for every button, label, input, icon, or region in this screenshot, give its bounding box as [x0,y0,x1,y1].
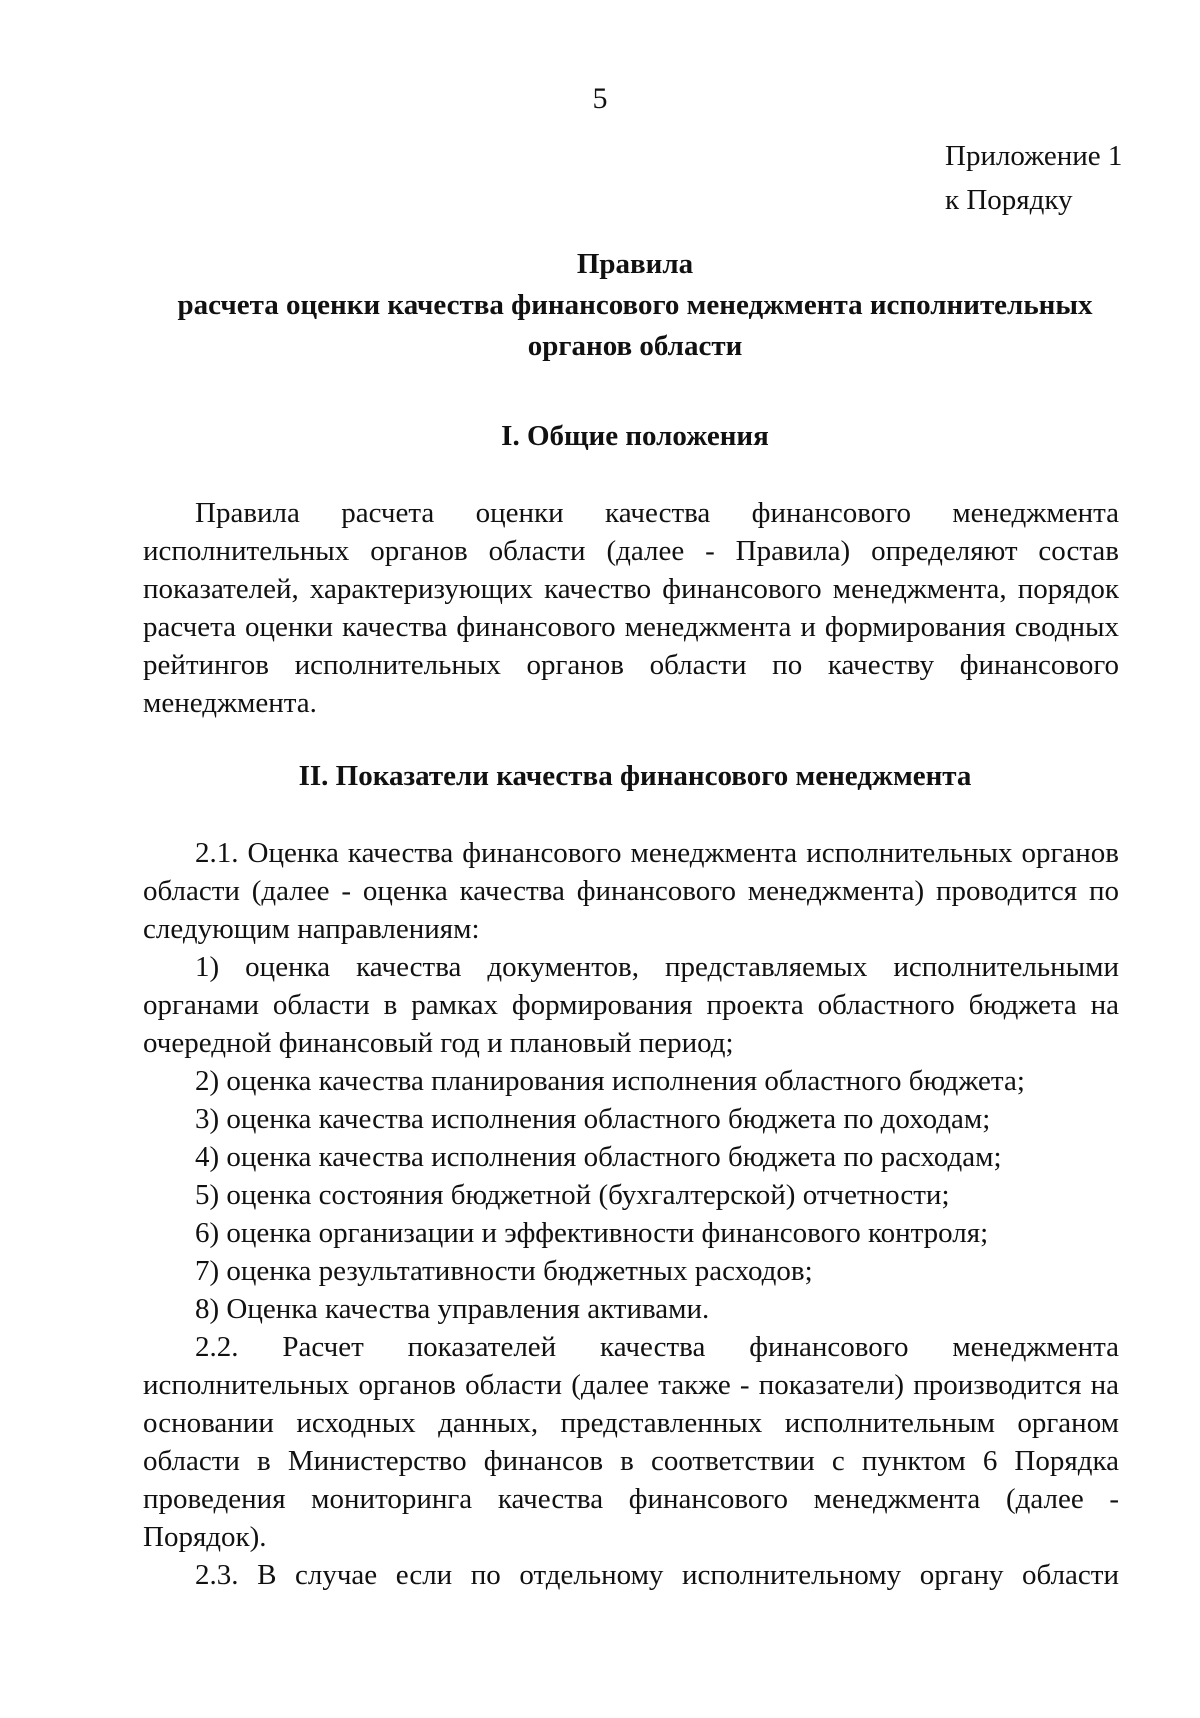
list-item: 3) оценка качества исполнения областного бюджета по доходам; [195,1103,991,1135]
section-1-paragraph [143,494,1119,722]
text-line: области в Министерство финансов в соответствии с пунктом 6 Порядка [143,1445,1119,1477]
text-line: 2.1. Оценка качества финансового менеджмента исполнительных органов [195,837,1119,869]
text-line: основании исходных данных, представленных исполнительным органом [143,1407,1119,1439]
text-line: 2.2. Расчет показателей качества финансового менеджмента [195,1331,1119,1363]
appendix-line-2: к Порядку [945,184,1073,216]
text-line: органами области в рамках формирования проекта областного бюджета на [143,989,1119,1021]
section-2-heading: II. Показатели качества финансового менеджмента [298,760,972,792]
text-line: очередной финансовый год и плановый период; [143,1027,734,1059]
text-line: исполнительных органов области (далее также - показатели) производится на [143,1369,1119,1401]
text-line: расчета оценки качества финансового менеджмента и формирования сводных [143,611,1119,643]
list-item: 2) оценка качества планирования исполнения областного бюджета; [195,1065,1025,1097]
list-item: 4) оценка качества исполнения областного бюджета по расходам; [195,1141,1002,1173]
section-2-body [143,834,1119,1594]
text-line: исполнительных органов области (далее - Правила) определяют состав [143,535,1119,567]
document-title [140,244,1130,367]
text-line: области (далее - оценка качества финансового менеджмента) проводится по [143,875,1119,907]
list-item: 7) оценка результативности бюджетных расходов; [195,1255,813,1287]
appendix-reference [945,134,1145,222]
text-line: 2.3. В случае если по отдельному исполнительному органу области [195,1559,1119,1591]
text-line: Порядок). [143,1521,267,1553]
title-line-1: Правила [576,248,694,280]
list-item: 6) оценка организации и эффективности финансового контроля; [195,1217,989,1249]
list-item: 8) Оценка качества управления активами. [195,1293,710,1325]
text-line: рейтингов исполнительных органов области по качеству финансового [143,649,1119,681]
appendix-line-1: Приложение 1 [945,140,1123,172]
title-line-3: органов области [527,330,743,362]
title-line-2: расчета оценки качества финансового менеджмента исполнительных [177,289,1093,321]
text-line: менеджмента. [143,687,317,719]
text-line: следующим направлениям: [143,913,480,945]
section-1-heading: I. Общие положения [501,420,769,452]
text-line: проведения мониторинга качества финансового менеджмента (далее - [143,1483,1119,1515]
page-number: 5 [592,82,608,115]
text-line: Правила расчета оценки качества финансового менеджмента [195,497,1119,529]
list-item: 1) оценка качества документов, представляемых исполнительными [195,951,1119,983]
list-item: 5) оценка состояния бюджетной (бухгалтерской) отчетности; [195,1179,950,1211]
text-line: показателей, характеризующих качество финансового менеджмента, порядок [143,573,1119,605]
